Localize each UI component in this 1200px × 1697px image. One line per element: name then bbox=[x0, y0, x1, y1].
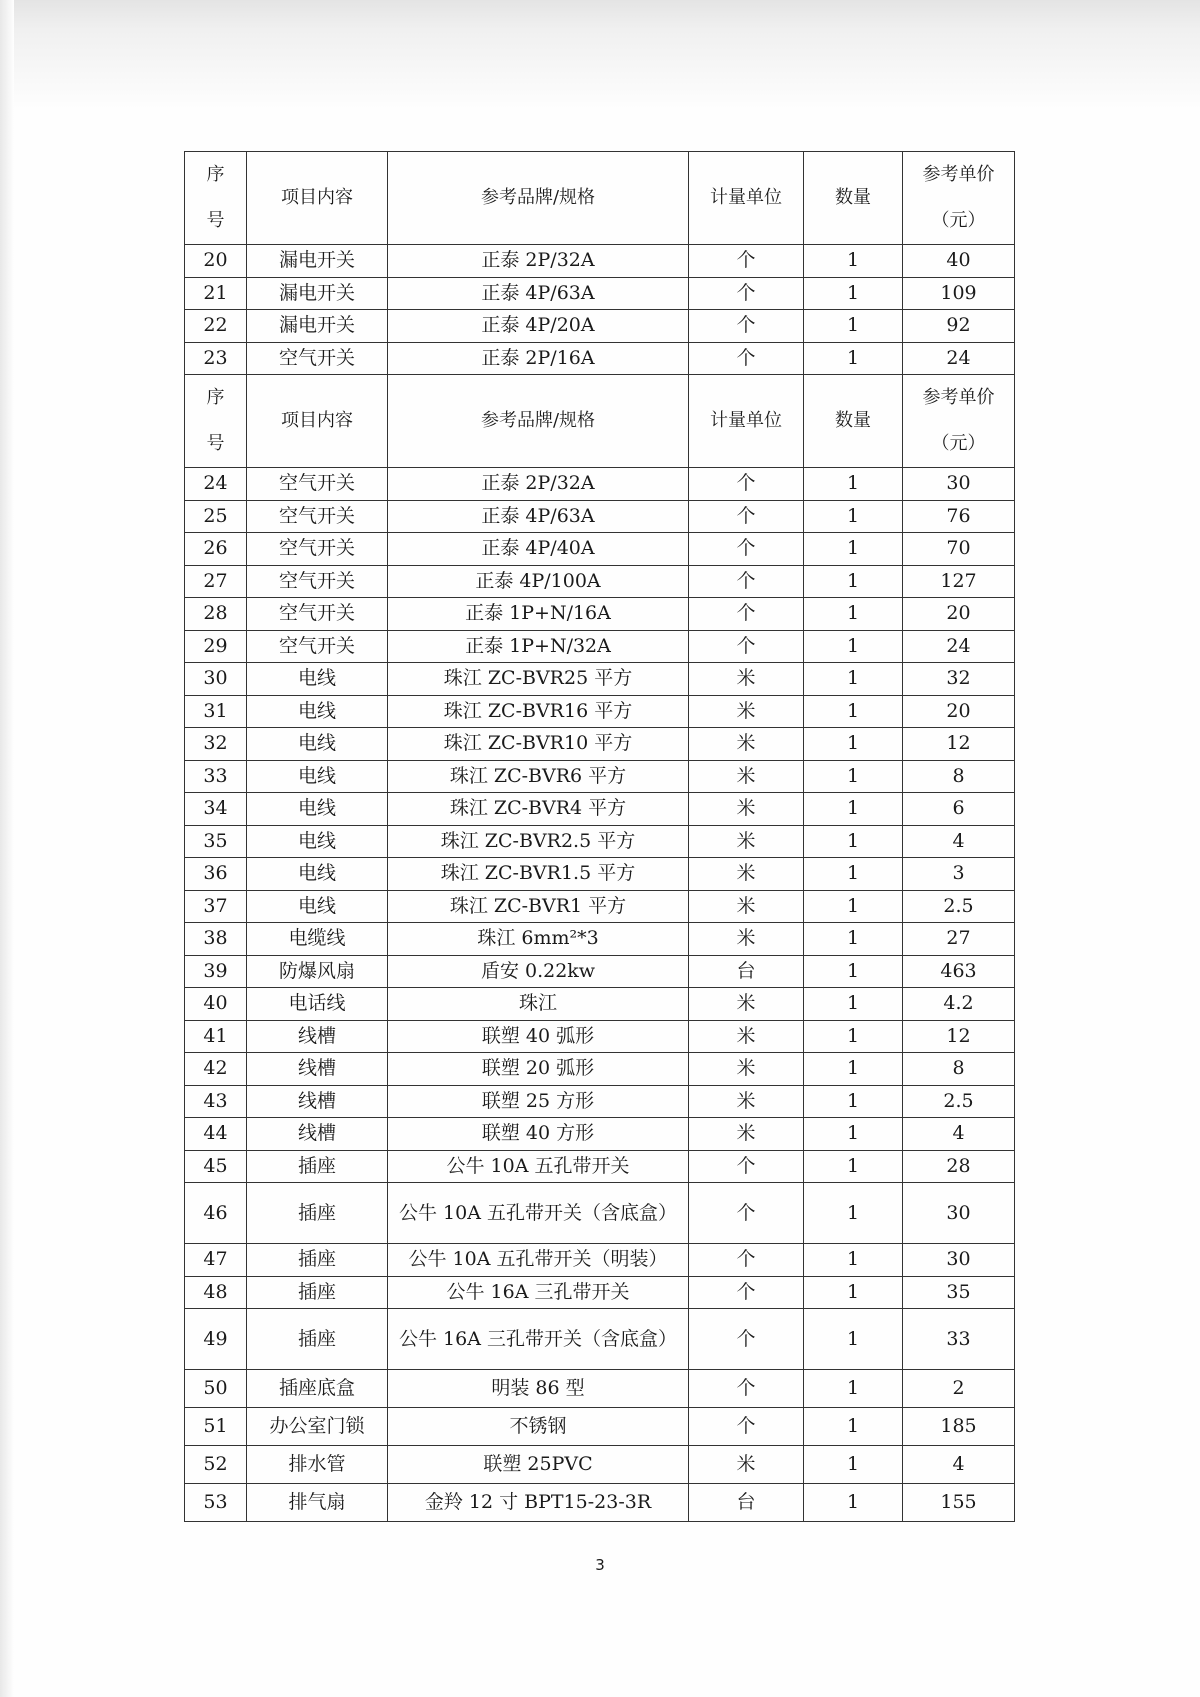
row-unit: 个 bbox=[689, 565, 804, 598]
row-unit: 个 bbox=[689, 1309, 804, 1370]
header-index: 序 号 bbox=[185, 375, 247, 468]
row-quantity: 1 bbox=[804, 890, 903, 923]
row-spec: 公牛 10A 五孔带开关 bbox=[388, 1150, 689, 1183]
row-item: 电线 bbox=[247, 793, 388, 826]
row-index: 43 bbox=[185, 1085, 247, 1118]
row-spec: 珠江 ZC-BVR2.5 平方 bbox=[388, 825, 689, 858]
row-item: 线槽 bbox=[247, 1118, 388, 1151]
row-item: 线槽 bbox=[247, 1053, 388, 1086]
row-index: 24 bbox=[185, 468, 247, 501]
row-spec: 联塑 20 弧形 bbox=[388, 1053, 689, 1086]
header-item: 项目内容 bbox=[247, 375, 388, 468]
row-index: 26 bbox=[185, 533, 247, 566]
row-price: 20 bbox=[903, 598, 1015, 631]
row-item: 空气开关 bbox=[247, 598, 388, 631]
row-quantity: 1 bbox=[804, 1020, 903, 1053]
row-unit: 米 bbox=[689, 923, 804, 956]
header-item: 项目内容 bbox=[247, 152, 388, 245]
row-quantity: 1 bbox=[804, 825, 903, 858]
row-spec: 珠江 bbox=[388, 988, 689, 1021]
row-index: 37 bbox=[185, 890, 247, 923]
table-row bbox=[185, 630, 1015, 663]
row-item: 电线 bbox=[247, 825, 388, 858]
row-spec: 正泰 1P+N/32A bbox=[388, 630, 689, 663]
row-item: 排水管 bbox=[247, 1446, 388, 1484]
row-index: 47 bbox=[185, 1244, 247, 1277]
row-index: 21 bbox=[185, 277, 247, 310]
row-unit: 个 bbox=[689, 1276, 804, 1309]
row-price: 8 bbox=[903, 760, 1015, 793]
header-price: 参考单价 （元） bbox=[903, 375, 1015, 468]
row-quantity: 1 bbox=[804, 793, 903, 826]
row-unit: 米 bbox=[689, 793, 804, 826]
row-price: 30 bbox=[903, 468, 1015, 501]
row-spec: 正泰 2P/32A bbox=[388, 245, 689, 278]
row-spec: 正泰 4P/40A bbox=[388, 533, 689, 566]
row-quantity: 1 bbox=[804, 500, 903, 533]
row-price: 12 bbox=[903, 1020, 1015, 1053]
row-spec: 盾安 0.22kw bbox=[388, 955, 689, 988]
row-item: 电线 bbox=[247, 728, 388, 761]
row-unit: 个 bbox=[689, 500, 804, 533]
row-unit: 米 bbox=[689, 663, 804, 696]
row-unit: 米 bbox=[689, 1446, 804, 1484]
row-item: 办公室门锁 bbox=[247, 1408, 388, 1446]
table-row bbox=[185, 890, 1015, 923]
row-price: 6 bbox=[903, 793, 1015, 826]
row-spec: 不锈钢 bbox=[388, 1408, 689, 1446]
row-index: 28 bbox=[185, 598, 247, 631]
row-index: 25 bbox=[185, 500, 247, 533]
row-quantity: 1 bbox=[804, 923, 903, 956]
table-row bbox=[185, 1276, 1015, 1309]
scan-shadow-left bbox=[0, 0, 14, 1697]
header-price: 参考单价 （元） bbox=[903, 152, 1015, 245]
row-item: 电话线 bbox=[247, 988, 388, 1021]
row-index: 49 bbox=[185, 1309, 247, 1370]
row-unit: 个 bbox=[689, 310, 804, 343]
row-spec: 明装 86 型 bbox=[388, 1370, 689, 1408]
row-item: 空气开关 bbox=[247, 342, 388, 375]
table-row bbox=[185, 923, 1015, 956]
table-row bbox=[185, 500, 1015, 533]
row-index: 51 bbox=[185, 1408, 247, 1446]
row-quantity: 1 bbox=[804, 1446, 903, 1484]
row-index: 46 bbox=[185, 1183, 247, 1244]
row-spec: 正泰 4P/20A bbox=[388, 310, 689, 343]
table-row bbox=[185, 1309, 1015, 1370]
row-item: 插座 bbox=[247, 1309, 388, 1370]
row-quantity: 1 bbox=[804, 1370, 903, 1408]
row-unit: 个 bbox=[689, 468, 804, 501]
row-unit: 个 bbox=[689, 1183, 804, 1244]
row-item: 电线 bbox=[247, 890, 388, 923]
table-row bbox=[185, 825, 1015, 858]
row-spec: 联塑 25 方形 bbox=[388, 1085, 689, 1118]
row-index: 45 bbox=[185, 1150, 247, 1183]
row-price: 70 bbox=[903, 533, 1015, 566]
row-unit: 米 bbox=[689, 988, 804, 1021]
row-item: 空气开关 bbox=[247, 500, 388, 533]
row-quantity: 1 bbox=[804, 1053, 903, 1086]
row-item: 电缆线 bbox=[247, 923, 388, 956]
row-item: 电线 bbox=[247, 858, 388, 891]
row-item: 插座底盒 bbox=[247, 1370, 388, 1408]
row-spec: 正泰 4P/63A bbox=[388, 500, 689, 533]
table-row bbox=[185, 1183, 1015, 1244]
table-row bbox=[185, 858, 1015, 891]
table-row bbox=[185, 988, 1015, 1021]
row-quantity: 1 bbox=[804, 858, 903, 891]
row-quantity: 1 bbox=[804, 245, 903, 278]
row-unit: 个 bbox=[689, 598, 804, 631]
header-unit: 计量单位 bbox=[689, 152, 804, 245]
row-index: 34 bbox=[185, 793, 247, 826]
row-quantity: 1 bbox=[804, 1085, 903, 1118]
row-item: 电线 bbox=[247, 663, 388, 696]
row-spec: 公牛 16A 三孔带开关 bbox=[388, 1276, 689, 1309]
row-unit: 米 bbox=[689, 858, 804, 891]
table-row bbox=[185, 468, 1015, 501]
row-index: 32 bbox=[185, 728, 247, 761]
price-table bbox=[184, 151, 1015, 1522]
row-unit: 个 bbox=[689, 277, 804, 310]
row-item: 电线 bbox=[247, 695, 388, 728]
row-unit: 个 bbox=[689, 342, 804, 375]
row-item: 空气开关 bbox=[247, 565, 388, 598]
table-header-row bbox=[185, 152, 1015, 245]
row-unit: 米 bbox=[689, 1118, 804, 1151]
row-index: 35 bbox=[185, 825, 247, 858]
table-row bbox=[185, 277, 1015, 310]
row-price: 2 bbox=[903, 1370, 1015, 1408]
row-spec: 联塑 25PVC bbox=[388, 1446, 689, 1484]
row-spec: 正泰 2P/32A bbox=[388, 468, 689, 501]
table-row bbox=[185, 663, 1015, 696]
row-index: 53 bbox=[185, 1484, 247, 1522]
row-unit: 个 bbox=[689, 1408, 804, 1446]
row-item: 插座 bbox=[247, 1276, 388, 1309]
row-price: 4 bbox=[903, 1118, 1015, 1151]
row-price: 8 bbox=[903, 1053, 1015, 1086]
row-unit: 个 bbox=[689, 245, 804, 278]
row-spec: 公牛 10A 五孔带开关（含底盒） bbox=[388, 1183, 689, 1244]
row-quantity: 1 bbox=[804, 533, 903, 566]
row-price: 30 bbox=[903, 1244, 1015, 1277]
row-unit: 米 bbox=[689, 890, 804, 923]
row-price: 4 bbox=[903, 1446, 1015, 1484]
row-item: 插座 bbox=[247, 1244, 388, 1277]
row-item: 漏电开关 bbox=[247, 277, 388, 310]
row-item: 电线 bbox=[247, 760, 388, 793]
scan-shadow-top bbox=[0, 0, 1200, 110]
header-spec: 参考品牌/规格 bbox=[388, 152, 689, 245]
row-quantity: 1 bbox=[804, 277, 903, 310]
page-number: 3 bbox=[595, 1556, 605, 1574]
row-unit: 米 bbox=[689, 1020, 804, 1053]
table-row bbox=[185, 728, 1015, 761]
row-price: 2.5 bbox=[903, 1085, 1015, 1118]
row-price: 127 bbox=[903, 565, 1015, 598]
row-price: 109 bbox=[903, 277, 1015, 310]
row-quantity: 1 bbox=[804, 630, 903, 663]
table-row bbox=[185, 1484, 1015, 1522]
row-price: 92 bbox=[903, 310, 1015, 343]
row-unit: 个 bbox=[689, 1150, 804, 1183]
row-price: 32 bbox=[903, 663, 1015, 696]
header-unit: 计量单位 bbox=[689, 375, 804, 468]
row-index: 44 bbox=[185, 1118, 247, 1151]
row-index: 36 bbox=[185, 858, 247, 891]
row-spec: 珠江 ZC-BVR4 平方 bbox=[388, 793, 689, 826]
row-price: 24 bbox=[903, 630, 1015, 663]
table-body bbox=[185, 152, 1015, 1522]
table-row bbox=[185, 955, 1015, 988]
row-index: 23 bbox=[185, 342, 247, 375]
row-index: 29 bbox=[185, 630, 247, 663]
row-unit: 米 bbox=[689, 1053, 804, 1086]
row-index: 41 bbox=[185, 1020, 247, 1053]
row-quantity: 1 bbox=[804, 760, 903, 793]
table-row bbox=[185, 760, 1015, 793]
table-row bbox=[185, 1150, 1015, 1183]
header-spec: 参考品牌/规格 bbox=[388, 375, 689, 468]
row-spec: 联塑 40 方形 bbox=[388, 1118, 689, 1151]
row-price: 155 bbox=[903, 1484, 1015, 1522]
row-price: 463 bbox=[903, 955, 1015, 988]
row-index: 22 bbox=[185, 310, 247, 343]
table-row bbox=[185, 342, 1015, 375]
row-item: 线槽 bbox=[247, 1085, 388, 1118]
table-row bbox=[185, 1408, 1015, 1446]
row-quantity: 1 bbox=[804, 1150, 903, 1183]
row-quantity: 1 bbox=[804, 663, 903, 696]
row-quantity: 1 bbox=[804, 565, 903, 598]
row-price: 4 bbox=[903, 825, 1015, 858]
row-unit: 米 bbox=[689, 1085, 804, 1118]
table-row bbox=[185, 1085, 1015, 1118]
row-quantity: 1 bbox=[804, 1408, 903, 1446]
row-price: 35 bbox=[903, 1276, 1015, 1309]
row-item: 线槽 bbox=[247, 1020, 388, 1053]
row-spec: 公牛 10A 五孔带开关（明装） bbox=[388, 1244, 689, 1277]
header-quantity: 数量 bbox=[804, 152, 903, 245]
row-price: 76 bbox=[903, 500, 1015, 533]
row-item: 防爆风扇 bbox=[247, 955, 388, 988]
row-item: 空气开关 bbox=[247, 468, 388, 501]
row-unit: 台 bbox=[689, 1484, 804, 1522]
row-spec: 联塑 40 弧形 bbox=[388, 1020, 689, 1053]
table-row bbox=[185, 1244, 1015, 1277]
header-index: 序 号 bbox=[185, 152, 247, 245]
table-row bbox=[185, 310, 1015, 343]
row-spec: 正泰 2P/16A bbox=[388, 342, 689, 375]
row-index: 27 bbox=[185, 565, 247, 598]
row-quantity: 1 bbox=[804, 1276, 903, 1309]
row-item: 插座 bbox=[247, 1183, 388, 1244]
row-spec: 正泰 4P/100A bbox=[388, 565, 689, 598]
row-item: 漏电开关 bbox=[247, 310, 388, 343]
table-row bbox=[185, 1118, 1015, 1151]
row-spec: 珠江 6mm²*3 bbox=[388, 923, 689, 956]
row-unit: 米 bbox=[689, 728, 804, 761]
row-index: 31 bbox=[185, 695, 247, 728]
table-row bbox=[185, 793, 1015, 826]
row-index: 40 bbox=[185, 988, 247, 1021]
row-price: 12 bbox=[903, 728, 1015, 761]
row-price: 4.2 bbox=[903, 988, 1015, 1021]
row-unit: 个 bbox=[689, 1244, 804, 1277]
row-index: 50 bbox=[185, 1370, 247, 1408]
row-price: 20 bbox=[903, 695, 1015, 728]
row-price: 24 bbox=[903, 342, 1015, 375]
row-quantity: 1 bbox=[804, 342, 903, 375]
table-header-row bbox=[185, 375, 1015, 468]
row-quantity: 1 bbox=[804, 310, 903, 343]
table-row bbox=[185, 245, 1015, 278]
table-row bbox=[185, 1446, 1015, 1484]
row-price: 27 bbox=[903, 923, 1015, 956]
row-quantity: 1 bbox=[804, 728, 903, 761]
row-index: 42 bbox=[185, 1053, 247, 1086]
row-price: 28 bbox=[903, 1150, 1015, 1183]
row-quantity: 1 bbox=[804, 1118, 903, 1151]
row-index: 38 bbox=[185, 923, 247, 956]
row-unit: 台 bbox=[689, 955, 804, 988]
table-row bbox=[185, 565, 1015, 598]
row-index: 20 bbox=[185, 245, 247, 278]
row-quantity: 1 bbox=[804, 1309, 903, 1370]
row-unit: 米 bbox=[689, 825, 804, 858]
row-quantity: 1 bbox=[804, 1484, 903, 1522]
row-spec: 珠江 ZC-BVR6 平方 bbox=[388, 760, 689, 793]
row-unit: 个 bbox=[689, 1370, 804, 1408]
table-row bbox=[185, 1370, 1015, 1408]
table-row bbox=[185, 598, 1015, 631]
row-spec: 珠江 ZC-BVR1 平方 bbox=[388, 890, 689, 923]
row-index: 48 bbox=[185, 1276, 247, 1309]
row-item: 空气开关 bbox=[247, 533, 388, 566]
row-item: 漏电开关 bbox=[247, 245, 388, 278]
header-quantity: 数量 bbox=[804, 375, 903, 468]
row-spec: 珠江 ZC-BVR16 平方 bbox=[388, 695, 689, 728]
row-unit: 米 bbox=[689, 695, 804, 728]
row-unit: 个 bbox=[689, 630, 804, 663]
row-price: 2.5 bbox=[903, 890, 1015, 923]
table-row bbox=[185, 1053, 1015, 1086]
row-quantity: 1 bbox=[804, 468, 903, 501]
row-index: 33 bbox=[185, 760, 247, 793]
row-quantity: 1 bbox=[804, 955, 903, 988]
row-quantity: 1 bbox=[804, 1183, 903, 1244]
table-row bbox=[185, 533, 1015, 566]
row-unit: 米 bbox=[689, 760, 804, 793]
row-price: 3 bbox=[903, 858, 1015, 891]
row-price: 40 bbox=[903, 245, 1015, 278]
row-spec: 珠江 ZC-BVR10 平方 bbox=[388, 728, 689, 761]
row-price: 185 bbox=[903, 1408, 1015, 1446]
row-spec: 珠江 ZC-BVR1.5 平方 bbox=[388, 858, 689, 891]
row-quantity: 1 bbox=[804, 695, 903, 728]
row-index: 39 bbox=[185, 955, 247, 988]
row-spec: 公牛 16A 三孔带开关（含底盒） bbox=[388, 1309, 689, 1370]
row-index: 30 bbox=[185, 663, 247, 696]
row-quantity: 1 bbox=[804, 1244, 903, 1277]
row-price: 33 bbox=[903, 1309, 1015, 1370]
row-price: 30 bbox=[903, 1183, 1015, 1244]
row-quantity: 1 bbox=[804, 988, 903, 1021]
row-unit: 个 bbox=[689, 533, 804, 566]
row-spec: 珠江 ZC-BVR25 平方 bbox=[388, 663, 689, 696]
row-spec: 正泰 4P/63A bbox=[388, 277, 689, 310]
table-row bbox=[185, 695, 1015, 728]
row-item: 排气扇 bbox=[247, 1484, 388, 1522]
row-quantity: 1 bbox=[804, 598, 903, 631]
row-spec: 金羚 12 寸 BPT15-23-3R bbox=[388, 1484, 689, 1522]
table-row bbox=[185, 1020, 1015, 1053]
row-item: 插座 bbox=[247, 1150, 388, 1183]
row-spec: 正泰 1P+N/16A bbox=[388, 598, 689, 631]
row-item: 空气开关 bbox=[247, 630, 388, 663]
row-index: 52 bbox=[185, 1446, 247, 1484]
